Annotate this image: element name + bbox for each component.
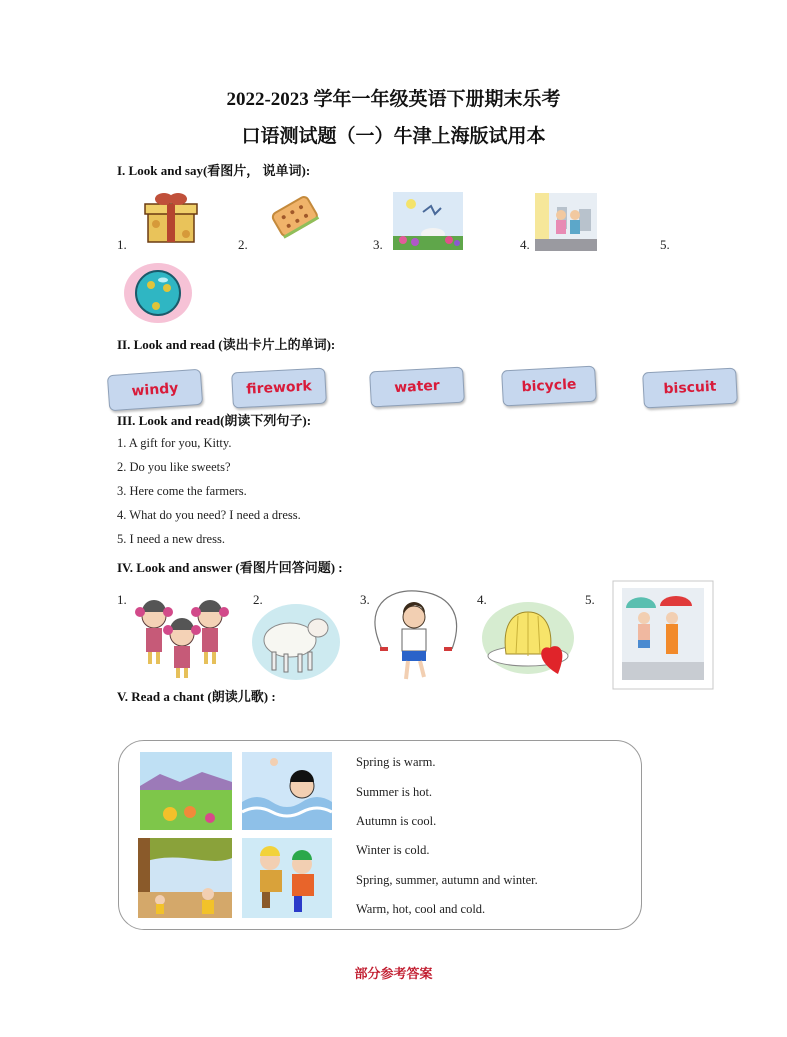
item-number: 3. [373,237,383,252]
sentence: 5. I need a new dress. [117,532,225,546]
sentence: 2. Do you like sweets? [117,460,231,474]
three-girls-icon [130,596,232,680]
spring-scene-icon [140,752,232,830]
jelly-heart-icon [482,600,582,682]
section5-heading: V. Read a chant (朗读儿歌) : [117,689,276,704]
sentence: 4. What do you need? I need a dress. [117,508,301,522]
page-title-line1: 2022-2023 学年一年级英语下册期末乐考 [226,89,561,110]
section4-heading: IV. Look and answer (看图片回答问题) : [117,560,343,575]
gift-box-icon [142,190,200,246]
rainy-day-umbrellas-icon [612,580,714,690]
word-card-windy: windy [107,369,203,411]
winter-skating-icon [242,838,332,918]
word-card-bicycle: bicycle [501,366,597,407]
item-number: 5. [660,237,670,252]
sentence: 3. Here come the farmers. [117,484,247,498]
sheep-icon [250,600,342,682]
item-number: 5. [585,592,595,607]
section3-heading: III. Look and read(朗读下列句子): [117,413,312,428]
item-number: 1. [117,237,127,252]
reference-answers-label: 部分参考答案 [354,967,433,982]
section2-heading: II. Look and read (读出卡片上的单词): [117,337,336,352]
page-title-line2: 口语测试题（一）牛津上海版试用本 [241,126,546,147]
section1-heading: I. Look and say(看图片， 说单词): [117,163,311,178]
chant-line: Spring, summer, autumn and winter. [356,873,538,887]
item-number: 3. [360,592,370,607]
chant-line: Winter is cold. [356,843,430,857]
word-card-water: water [369,367,465,408]
street-children-icon [535,193,597,251]
word-card-firework: firework [231,368,327,409]
item-number: 4. [477,592,487,607]
boy-skipping-rope-icon [368,587,462,685]
ball-icon [123,262,193,324]
spring-garden-icon [393,192,463,250]
chant-line: Spring is warm. [356,755,436,769]
item-number: 4. [520,237,530,252]
biscuit-icon [265,192,323,242]
item-number: 2. [238,237,248,252]
chant-line: Autumn is cool. [356,814,437,828]
item-number: 1. [117,592,127,607]
sentence: 1. A gift for you, Kitty. [117,436,232,450]
chant-line: Warm, hot, cool and cold. [356,902,486,916]
item-number: 2. [253,592,263,607]
autumn-scene-icon [138,838,232,918]
summer-swimming-icon [242,752,332,830]
chant-line: Summer is hot. [356,785,433,799]
word-card-biscuit: biscuit [642,368,738,409]
